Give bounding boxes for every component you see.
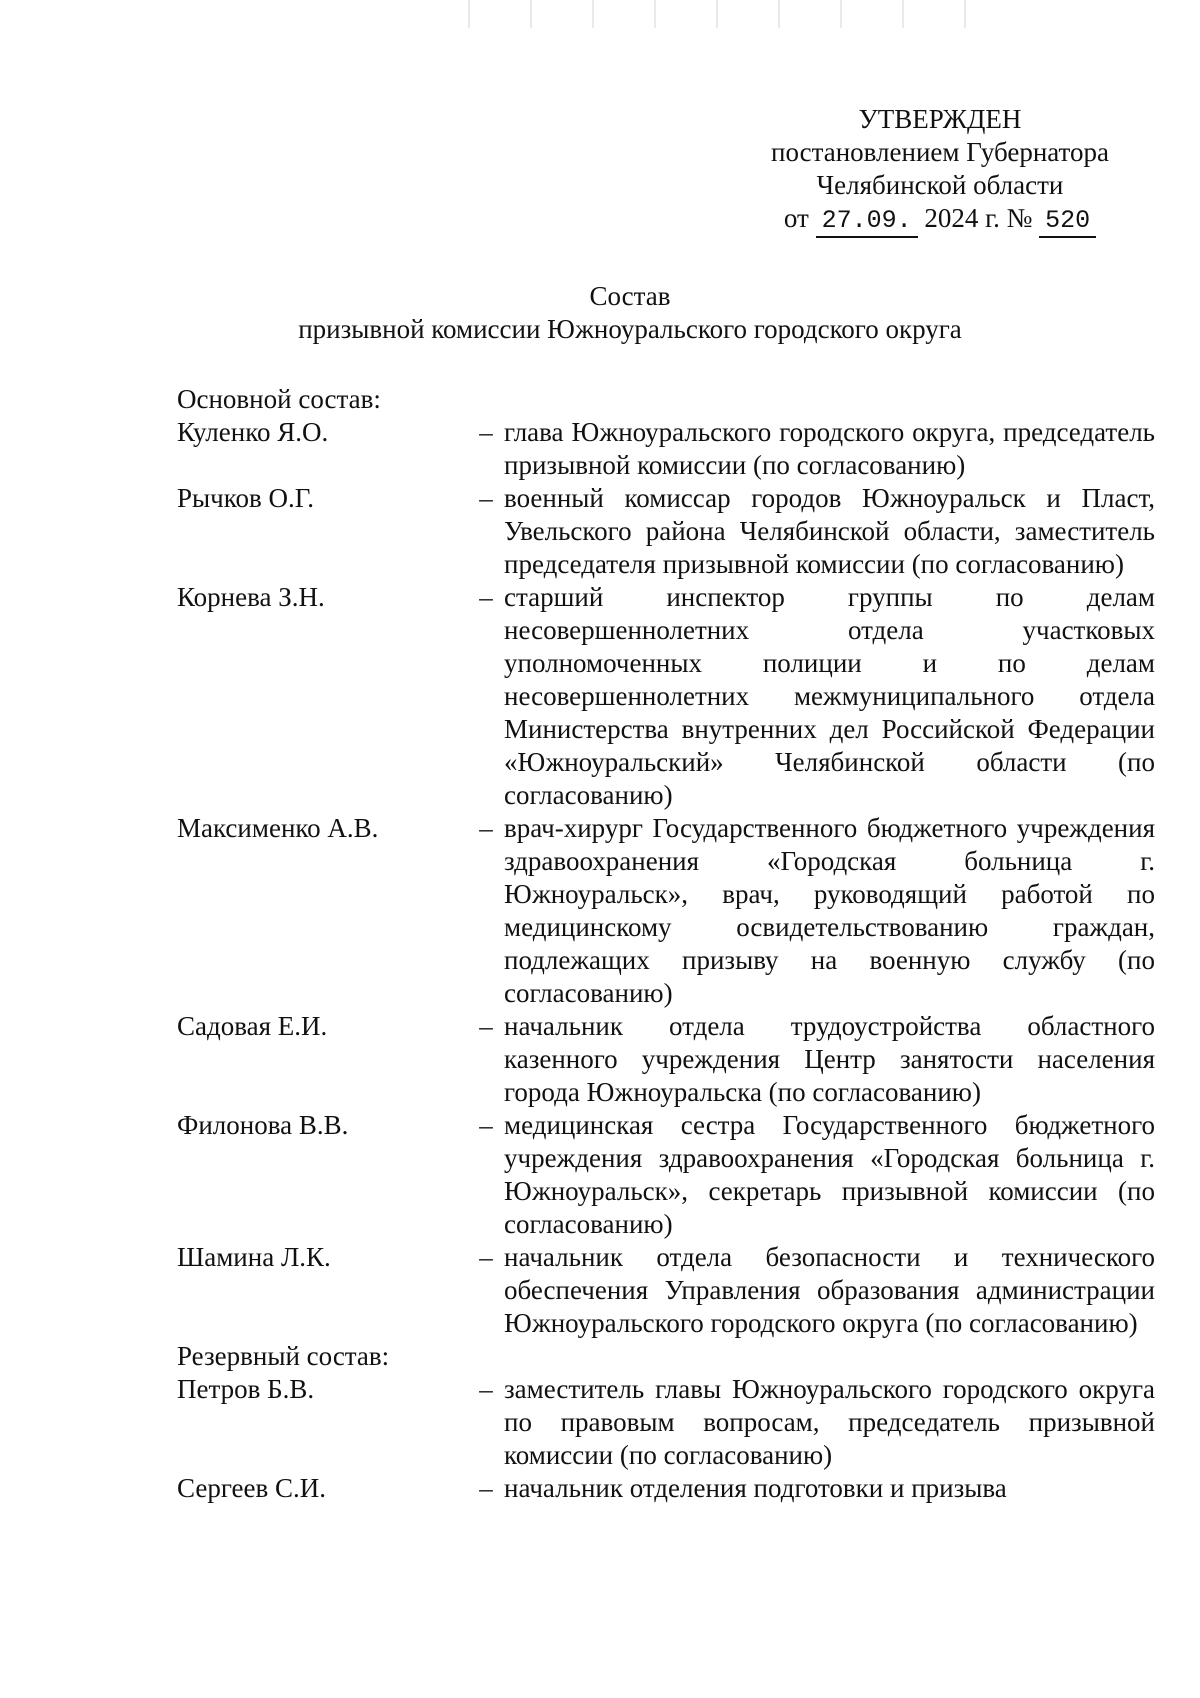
reserve-section-label: Резервный состав:: [177, 1341, 390, 1371]
member-name: Куленко Я.О.: [177, 417, 329, 447]
approval-line-2: Челябинской области: [816, 170, 1064, 200]
member-name: Корнева З.Н.: [177, 582, 325, 612]
member-row: [177, 482, 1155, 581]
member-dash: –: [479, 1242, 493, 1272]
approval-stamp-block: [740, 103, 1140, 238]
member-role: военный комиссар городов Южноуральск и Пласт, Увельского района Челябинской области, заместитель председателя призывной комиссии (по согласованию): [504, 483, 1155, 579]
member-row: [177, 1241, 1155, 1340]
scan-artifact: [430, 0, 990, 28]
member-dash: –: [479, 1011, 493, 1041]
date-prefix: от: [783, 203, 809, 233]
document-heading: [150, 280, 1110, 346]
member-name: Рычков О.Г.: [177, 483, 315, 513]
approval-line-1: постановлением Губернатора: [771, 137, 1109, 167]
member-row: [177, 416, 1155, 482]
member-name: Максименко А.В.: [177, 813, 379, 843]
member-dash: –: [479, 417, 493, 447]
main-members-list: [177, 416, 1155, 1340]
member-role: начальник отдела безопасности и технического обеспечения Управления образования администрации Южноуральского городского округа (по согласованию): [504, 1242, 1155, 1338]
member-name: Филонова В.В.: [177, 1110, 349, 1140]
member-name: Шамина Л.К.: [177, 1242, 331, 1272]
member-dash: –: [479, 1374, 493, 1404]
member-dash: –: [479, 813, 493, 843]
member-role: начальник отделения подготовки и призыва: [504, 1473, 1007, 1503]
member-name: Садовая Е.И.: [177, 1011, 328, 1041]
main-section-label: Основной состав:: [177, 384, 381, 414]
reserve-members-list: [177, 1373, 1155, 1505]
member-role: заместитель главы Южноуральского городского округа по правовым вопросам, председатель призывной комиссии (по согласованию): [504, 1374, 1155, 1470]
document-title: Состав: [589, 281, 671, 311]
approval-title: УТВЕРЖДЕН: [858, 104, 1022, 134]
member-name: Сергеев С.И.: [177, 1473, 327, 1503]
approval-number: 520: [1039, 206, 1096, 238]
approval-year: 2024 г. №: [924, 203, 1033, 233]
member-role: врач-хирург Государственного бюджетного учреждения здравоохранения «Городская больница г. Южноуральск», врач, руководящий работой по медицинскому освидетельствованию граждан, подлежащих призыву на военную службу (по согласованию): [504, 813, 1155, 1008]
member-row: [177, 581, 1155, 812]
approval-date-line: [740, 202, 1140, 238]
member-role: глава Южноуральского городского округа, председатель призывной комиссии (по согласованию): [504, 417, 1155, 480]
member-row: [177, 812, 1155, 1010]
member-dash: –: [479, 1110, 493, 1140]
commission-roster: [177, 383, 1155, 1505]
document-subtitle: призывной комиссии Южноуральского городского округа: [298, 314, 962, 344]
member-name: Петров Б.В.: [177, 1374, 315, 1404]
member-role: старший инспектор группы по делам несовершеннолетних отдела участковых уполномоченных полиции и по делам несовершеннолетних межмуниципального отдела Министерства внутренних дел Российской Федерации «Южноуральский» Челябинской области (по согласованию): [504, 582, 1155, 810]
member-dash: –: [479, 483, 493, 513]
approval-date: 27.09.: [816, 206, 918, 238]
member-role: начальник отдела трудоустройства областного казенного учреждения Центр занятости населения города Южноуральска (по согласованию): [504, 1011, 1155, 1107]
member-dash: –: [479, 582, 493, 612]
member-row: [177, 1109, 1155, 1241]
member-row: [177, 1472, 1155, 1505]
member-dash: –: [479, 1473, 493, 1503]
member-row: [177, 1373, 1155, 1472]
member-row: [177, 1010, 1155, 1109]
member-role: медицинская сестра Государственного бюджетного учреждения здравоохранения «Городская больница г. Южноуральск», секретарь призывной комиссии (по согласованию): [504, 1110, 1155, 1239]
